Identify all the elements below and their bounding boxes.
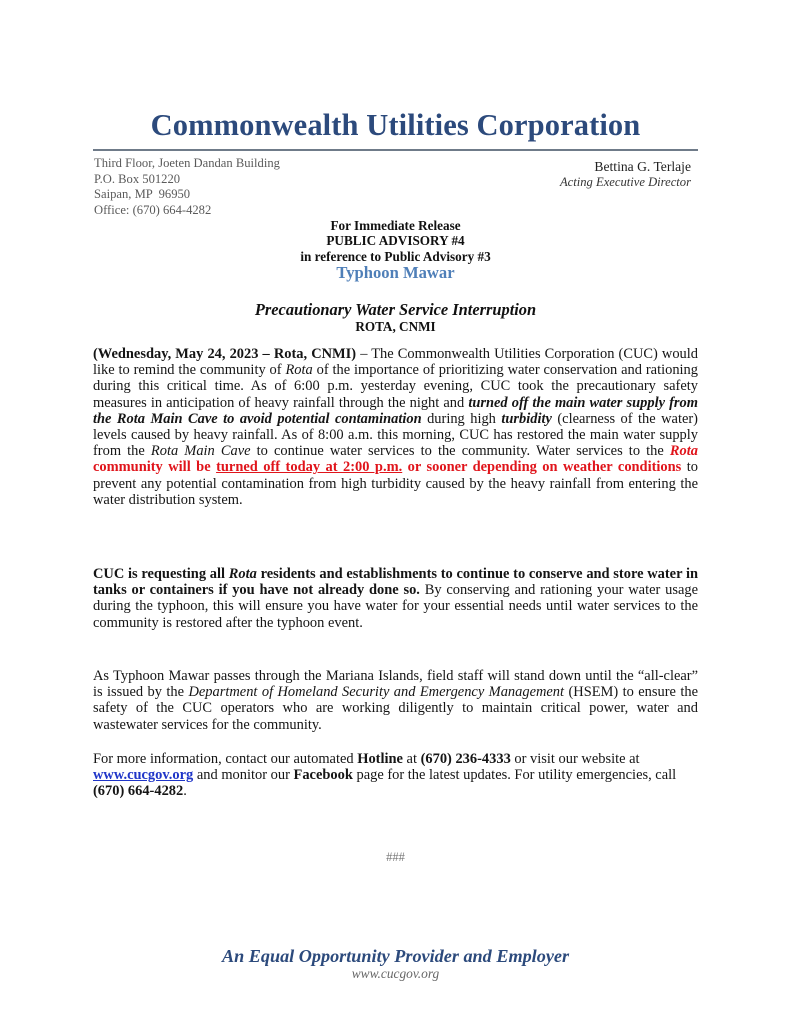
- release-label: For Immediate Release: [330, 218, 461, 233]
- release-block: [0, 218, 791, 282]
- emphasis-shutoff: turned off the main water supply from the Rota Main Cave to avoid potential contamination: [93, 394, 698, 427]
- text: of the importance of prioritizing water conservation and rationing during this critical time. As of 6:00 p.m. yesterday evening, CUC took the precautionary safety measures in anticipation of heavy rainfall through the night and: [93, 362, 698, 411]
- paragraph-announcement: [93, 346, 698, 508]
- request-text: residents and establishments to continue to conserve and store water in tanks or containers if you have not already done so.: [93, 566, 698, 599]
- address-line: Third Floor, Joeten Dandan Building: [94, 156, 280, 170]
- paragraph-contact: [93, 751, 698, 800]
- request-text: CUC is requesting all: [93, 566, 229, 582]
- text: (clearness of the water) levels caused by heavy rainfall. As of 8:00 a.m. this morning, CUC has restored the main water supply from the: [93, 410, 698, 460]
- end-mark: ###: [386, 850, 405, 864]
- text: .: [183, 783, 187, 800]
- alert-shutoff-time: turned off today at 2:00 p.m.: [216, 459, 403, 476]
- place-main-cave: Rota Main Cave: [150, 443, 251, 460]
- text: By conserving and rationing your water usage during the typhoon, this will ensure you have water for your essential needs until water services to the community is restored after the typhoon event.: [93, 582, 698, 631]
- subject-block: [0, 301, 791, 334]
- facebook-label: Facebook: [293, 767, 353, 784]
- alert-rota: Rota: [669, 443, 698, 460]
- place-rota: Rota: [285, 362, 313, 379]
- header-divider: [93, 149, 698, 151]
- org-address: [94, 156, 280, 218]
- paragraph-conservation-request: [93, 566, 698, 631]
- subject-location: ROTA, CNMI: [355, 319, 436, 334]
- org-title: Commonwealth Utilities Corporation: [150, 108, 641, 142]
- website-link[interactable]: www.cucgov.org: [93, 767, 194, 784]
- text: at: [402, 751, 421, 767]
- text: to prevent any potential contamination from high turbidity caused by the heavy rainfall from entering the water distribution system.: [93, 459, 698, 508]
- dateline: (Wednesday, May 24, 2023 – Rota, CNMI): [93, 346, 357, 362]
- emergency-number: (670) 664-4282: [93, 783, 184, 800]
- text: during high: [421, 410, 502, 427]
- advisory-number: PUBLIC ADVISORY #4: [326, 233, 465, 249]
- director-block: [560, 159, 691, 190]
- director-name: Bettina G. Terlaje: [594, 159, 691, 174]
- footer-tagline: An Equal Opportunity Provider and Employer: [221, 946, 570, 966]
- emphasis-turbidity: turbidity: [501, 410, 552, 427]
- text: For more information, contact our automated: [93, 751, 358, 767]
- agency-name: Department of Homeland Security and Emergency Management: [188, 684, 565, 701]
- event-name: Typhoon Mawar: [336, 262, 455, 282]
- place-rota: Rota: [228, 566, 257, 582]
- paragraph-field-staff: [93, 668, 698, 733]
- text: – The Commonwealth Utilities Corporation (CUC) would like to remind the community of: [93, 346, 698, 379]
- text: As Typhoon Mawar passes through the Mariana Islands, field staff will stand down until the “all-clear” is issued by the: [93, 668, 698, 701]
- text: page for the latest updates. For utility emergencies, call: [352, 767, 677, 784]
- address-line: P.O. Box 501220: [94, 171, 181, 186]
- text: and monitor our: [193, 767, 294, 784]
- address-line: Office: (670) 664-4282: [94, 202, 212, 217]
- text: or visit our website at: [510, 751, 640, 767]
- subject-heading: Precautionary Water Service Interruption: [254, 300, 537, 319]
- text: to continue water services to the community. Water services to the: [250, 443, 670, 460]
- alert-text: community will be: [93, 459, 217, 476]
- footer-website: www.cucgov.org: [351, 966, 440, 981]
- director-title: Acting Executive Director: [559, 175, 691, 189]
- hotline-label: Hotline: [357, 751, 403, 767]
- alert-text: or sooner depending on weather conditions: [402, 459, 682, 476]
- text: (HSEM) to ensure the safety of the CUC operators who are working diligently to maintain critical power, water and wastewater services for the community.: [93, 684, 698, 733]
- advisory-reference: in reference to Public Advisory #3: [300, 248, 491, 264]
- footer: [0, 946, 791, 982]
- address-line: Saipan, MP 96950: [94, 187, 191, 202]
- hotline-number: (670) 236-4333: [420, 751, 511, 767]
